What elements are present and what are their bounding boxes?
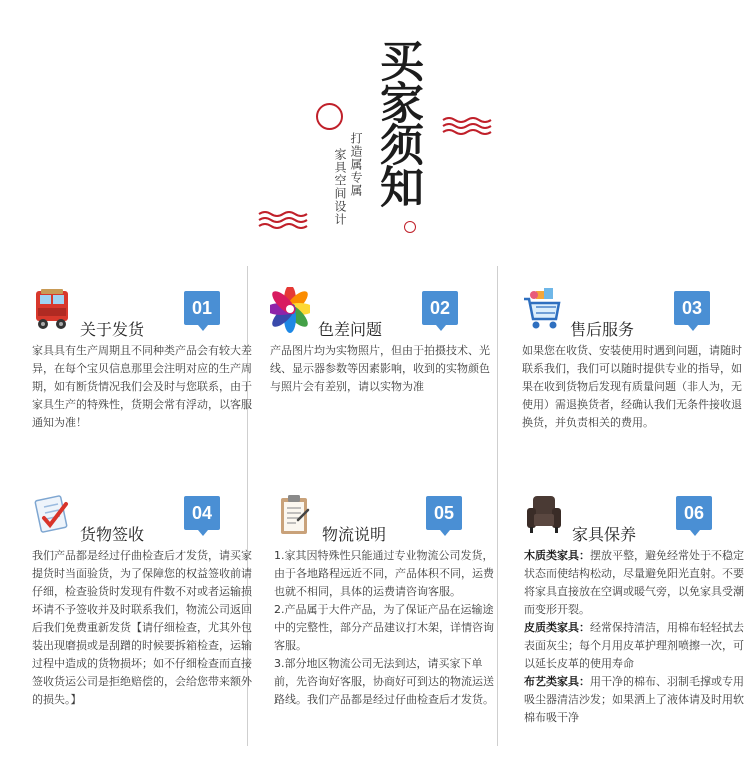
care-label: 木质类家具： xyxy=(524,549,590,562)
shopping-cart-icon xyxy=(522,287,562,333)
care-item-leather xyxy=(524,619,746,673)
logistics-item-3: 3.部分地区物流公司无法到达，请买家下单前，先咨询好客服，协商好可到达的物流运送路线。我们产品都是经过仔曲检查后才发货。 xyxy=(274,657,494,706)
section-title: 色差问题 xyxy=(318,320,383,339)
section-body xyxy=(274,547,496,709)
column-divider xyxy=(497,266,498,746)
section-body xyxy=(270,342,492,396)
decor-circle-left xyxy=(316,103,343,130)
page-title: 买家须知 xyxy=(372,38,423,206)
care-text: 用干净的棉布、羽制毛撑或专用吸尘器清洁沙发；如果洒上了液体请及时用软棉布吸干净 xyxy=(524,675,744,724)
section-number-badge: 02 xyxy=(422,291,458,325)
logistics-item-1: 1.家其因特殊性只能通过专业物流公司发货，由于各地路程远近不同，产品体积不同，运费也就不相同，具体的运费请咨询客服。 xyxy=(274,549,494,598)
subtitle-2: 家具空间设计 xyxy=(333,148,347,226)
section-body xyxy=(32,342,254,432)
section-number-badge: 03 xyxy=(674,291,710,325)
section-number-badge: 06 xyxy=(676,496,712,530)
care-text: 经常保持清洁，用棉布轻轻拭去表面灰尘；每个月用皮革护理剂喷擦一次，可以延长皮革的使用寿命 xyxy=(524,621,744,670)
section-text: 产品图片均为实物照片，但由于拍摄技术、光线、显示器参数等因素影响，收到的实物颜色与照片会有差别，请以实物为准 xyxy=(270,344,490,393)
page-title-block xyxy=(352,34,432,234)
section-title: 售后服务 xyxy=(570,320,635,339)
subtitle-1: 打造属专属 xyxy=(349,132,363,197)
armchair-icon xyxy=(524,492,564,538)
care-text: 摆放平整，避免经常处于不稳定状态而使结构松动，尽量避免阳光直射。不要将家具直接放在空调或暖气旁，以免家具受潮而变形开裂。 xyxy=(524,549,744,616)
decor-wave-right xyxy=(442,116,492,136)
section-body xyxy=(524,547,746,727)
section-body xyxy=(32,547,254,709)
care-item-wood xyxy=(524,547,746,619)
section-body xyxy=(522,342,744,432)
clipboard-icon xyxy=(274,492,314,538)
section-title: 关于发货 xyxy=(80,320,145,339)
section-number-badge: 01 xyxy=(184,291,220,325)
care-label: 皮质类家具： xyxy=(524,621,590,634)
decor-wave-left xyxy=(258,210,308,230)
section-text: 如果您在收货、安装使用时遇到问题，请随时联系我们，我们可以随时提供专业的指导，如果在收到货物后发现有质量问题（非人为，无使用）需退换货者，经确认我们无条件接收退换货，并负责相关的费用。 xyxy=(522,344,742,429)
care-item-fabric xyxy=(524,673,746,727)
color-palette-icon xyxy=(270,287,310,333)
delivery-truck-icon xyxy=(32,287,72,333)
checklist-icon xyxy=(32,492,72,538)
section-title: 物流说明 xyxy=(322,525,387,544)
section-text: 家具具有生产周期且不同种类产品会有较大差异，在每个宝贝信息那里会注明对应的生产周期，如有断货情况我们会及时与您联系，由于家具生产的特殊性，货期会常有浮动，以客服通知为准！ xyxy=(32,344,252,429)
section-title: 货物签收 xyxy=(80,525,145,544)
section-number-badge: 05 xyxy=(426,496,462,530)
care-label: 布艺类家具： xyxy=(524,675,590,688)
logistics-item-2: 2.产品属于大件产品，为了保证产品在运输途中的完整性，部分产品建议打木架，详情咨询客服。 xyxy=(274,603,494,652)
section-title: 家具保养 xyxy=(572,525,637,544)
section-text: 我们产品都是经过仔曲检查后才发货，请买家提货时当面验货，为了保障您的权益签收前请仔细，检查验货时发现有件数不对或者运输损坏请不予签收并及时联系我们，物流公司返回后我们免费重新发货【请仔细检查，尤其外包装出现磨损或是刮蹭的时候要拆箱检查，运输过程中造成的货物损坏；如不仔细检查而直接签收货运公司是拒绝赔偿的，会给您带来额外的损失。】 xyxy=(32,549,252,706)
section-number-badge: 04 xyxy=(184,496,220,530)
